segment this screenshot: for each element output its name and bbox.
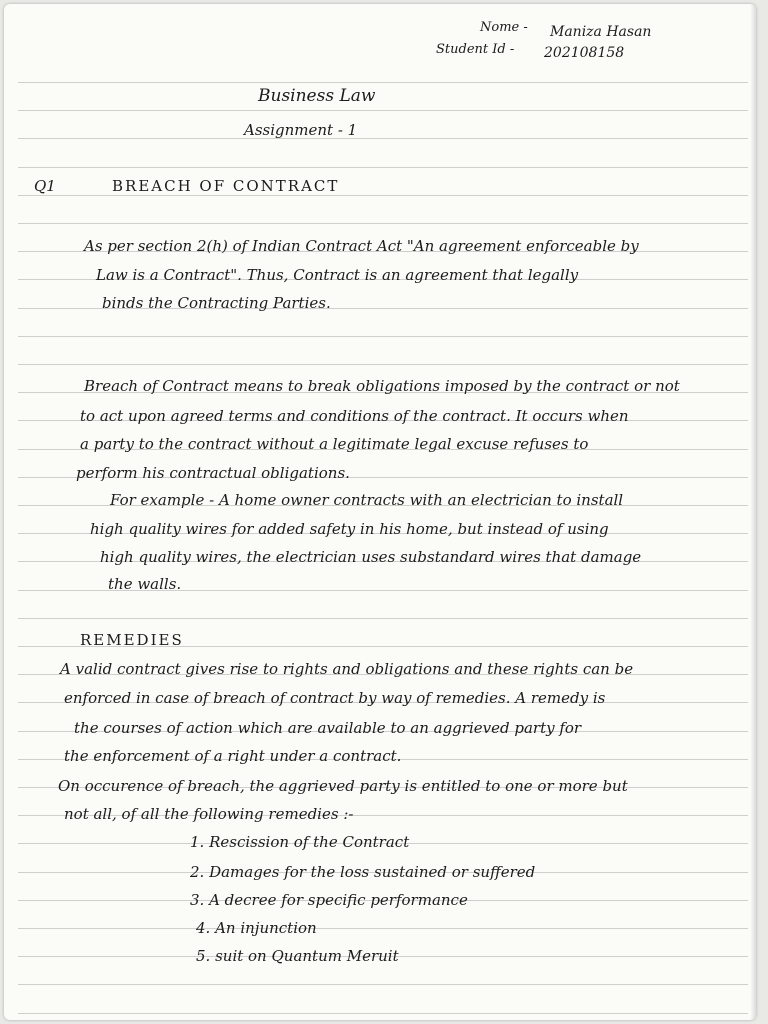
para1-line: binds the Contracting Parties. bbox=[102, 294, 331, 312]
ruled-line bbox=[18, 364, 748, 365]
remedies-line: the courses of action which are available to an aggrieved party for bbox=[74, 719, 582, 737]
para1-line: Law is a Contract". Thus, Contract is an agreement that legally bbox=[96, 266, 579, 284]
remedies-line: the enforcement of a right under a contract. bbox=[64, 747, 402, 765]
ruled-line bbox=[18, 223, 748, 224]
remedy-item: 5. suit on Quantum Meruit bbox=[196, 947, 399, 965]
remedies-line: On occurence of breach, the aggrieved party is entitled to one or more but bbox=[58, 777, 628, 795]
para2-line: perform his contractual obligations. bbox=[76, 464, 350, 482]
para2-line: Breach of Contract means to break obligations imposed by the contract or not bbox=[84, 377, 680, 395]
remedy-item: 1. Rescission of the Contract bbox=[190, 833, 410, 851]
page-title: Business Law bbox=[258, 86, 376, 106]
example-line: high quality wires, the electrician uses substandard wires that damage bbox=[100, 548, 642, 566]
ruled-line bbox=[18, 110, 748, 111]
ruled-line bbox=[18, 928, 748, 929]
ruled-line bbox=[18, 82, 748, 83]
ruled-line bbox=[18, 138, 748, 139]
notebook-page bbox=[4, 4, 756, 1020]
ruled-line bbox=[18, 984, 748, 985]
ruled-line bbox=[18, 167, 748, 168]
name-label: Nome - bbox=[480, 20, 528, 35]
example-line: high quality wires for added safety in his home, but instead of using bbox=[90, 520, 609, 538]
remedy-item: 2. Damages for the loss sustained or suffered bbox=[190, 863, 536, 881]
remedies-heading: REMEDIES bbox=[80, 631, 184, 649]
student-id-value: 202108158 bbox=[544, 45, 625, 61]
para2-line: a party to the contract without a legitimate legal excuse refuses to bbox=[80, 435, 589, 453]
para2-line: to act upon agreed terms and conditions of the contract. It occurs when bbox=[80, 407, 629, 425]
question-number: Q1 bbox=[34, 177, 56, 195]
para1-line: As per section 2(h) of Indian Contract Act "An agreement enforceable by bbox=[84, 237, 639, 255]
remedies-line: enforced in case of breach of contract by way of remedies. A remedy is bbox=[64, 689, 606, 707]
remedy-item: 4. An injunction bbox=[196, 919, 317, 937]
student-id-label: Student Id - bbox=[436, 42, 515, 57]
name-value: Maniza Hasan bbox=[550, 24, 652, 40]
ruled-line bbox=[18, 336, 748, 337]
question-heading: BREACH OF CONTRACT bbox=[112, 177, 340, 195]
remedy-item: 3. A decree for specific performance bbox=[190, 891, 468, 909]
page-subtitle: Assignment - 1 bbox=[244, 121, 358, 139]
example-line: the walls. bbox=[108, 575, 182, 593]
ruled-line bbox=[18, 618, 748, 619]
remedies-line: A valid contract gives rise to rights and obligations and these rights can be bbox=[60, 660, 634, 678]
ruled-line bbox=[18, 1013, 748, 1014]
example-line: For example - A home owner contracts with an electrician to install bbox=[110, 491, 624, 509]
remedies-line: not all, of all the following remedies :- bbox=[64, 805, 354, 823]
